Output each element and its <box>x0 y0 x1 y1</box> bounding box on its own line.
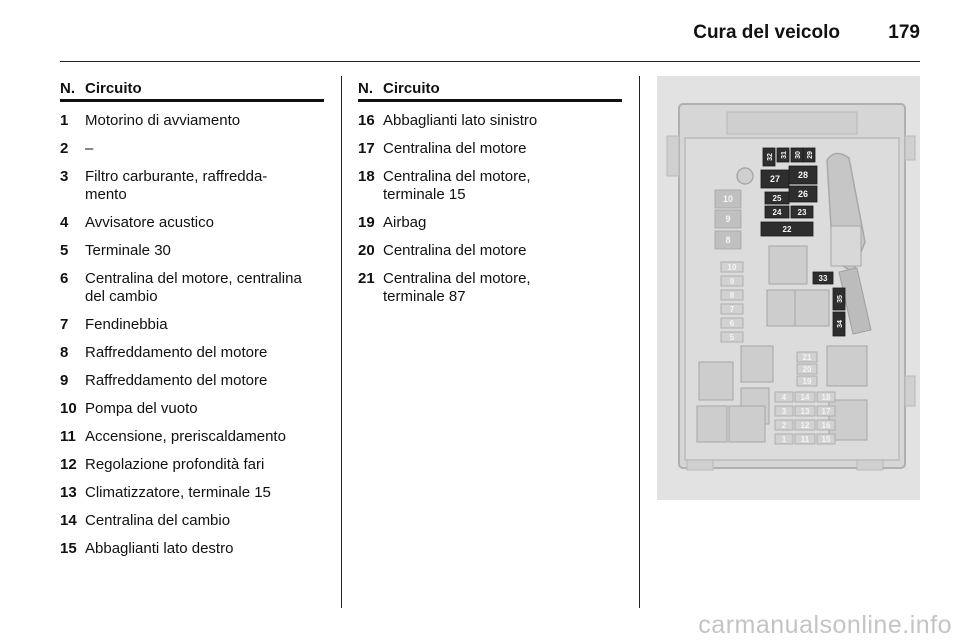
fuse-label: 11 <box>800 435 810 444</box>
fuse-label: 10 <box>727 263 737 272</box>
table-row <box>60 456 324 474</box>
fuse-number: 12 <box>60 456 77 473</box>
table-body <box>60 112 324 558</box>
column-header-circuit: Circuito <box>85 80 142 97</box>
fuse-label: 4 <box>781 393 787 402</box>
page-number: 179 <box>888 22 920 43</box>
fuse-number: 2 <box>60 140 69 157</box>
fuse-label: 5 <box>729 333 735 342</box>
fuse-label: 12 <box>800 421 810 430</box>
fuse-number: 3 <box>60 168 69 185</box>
fuse-number: 1 <box>60 112 69 129</box>
column-header-number: N. <box>60 80 75 97</box>
fuse-label: 33 <box>818 274 828 283</box>
fuse-number: 4 <box>60 214 69 231</box>
fuse-label: 2 <box>781 421 787 430</box>
fuse-table-right <box>358 80 622 316</box>
fuse-label: 10 <box>722 194 734 204</box>
circuit-description: Fendinebbia <box>85 316 168 333</box>
fuse-label: 21 <box>802 353 812 362</box>
column-divider <box>639 76 640 608</box>
circuit-description: Abbaglianti lato sinistro <box>383 112 538 129</box>
fuse-number: 15 <box>60 540 77 557</box>
fuse-number: 7 <box>60 316 69 333</box>
relay <box>699 362 733 400</box>
fuse-number: 21 <box>358 270 375 287</box>
fuse-number: 16 <box>358 112 375 129</box>
circuit-description: Abbaglianti lato destro <box>85 540 234 557</box>
fuse-label: 13 <box>800 407 810 416</box>
table-row <box>60 140 324 158</box>
fuse-label: 31 <box>781 151 788 159</box>
circuit-description: Raffreddamento del motore <box>85 344 268 361</box>
table-row <box>60 316 324 334</box>
fuse-label: 26 <box>797 189 809 199</box>
fuse-label: 23 <box>797 208 807 217</box>
fuse-number: 8 <box>60 344 69 361</box>
circuit-description: – <box>85 140 94 157</box>
side-clip <box>905 376 915 406</box>
circuit-description: Climatizzatore, terminale 15 <box>85 484 271 501</box>
fuse-number: 18 <box>358 168 375 185</box>
fuse-label: 3 <box>781 407 787 416</box>
fuse-label: 17 <box>821 407 831 416</box>
table-row <box>358 168 622 204</box>
circuit-description: Accensione, preriscaldamento <box>85 428 286 445</box>
table-row <box>60 112 324 130</box>
relay <box>795 290 829 326</box>
table-row <box>358 214 622 232</box>
table-row <box>358 270 622 306</box>
table-row <box>358 242 622 260</box>
fuse-label: 27 <box>769 174 781 184</box>
column-header-circuit: Circuito <box>383 80 440 97</box>
fuse-label: 7 <box>729 305 735 314</box>
fuse-label: 6 <box>729 319 735 328</box>
fuse-label: 19 <box>802 377 812 386</box>
table-row <box>358 112 622 130</box>
fuse-number: 17 <box>358 140 375 157</box>
fuse-number: 5 <box>60 242 69 259</box>
side-clip <box>667 136 679 176</box>
circuit-description: Centralina del motore <box>383 242 527 259</box>
watermark-text: carmanualsonline.info <box>698 611 952 639</box>
fuse-number: 13 <box>60 484 77 501</box>
fuse-number: 6 <box>60 270 69 287</box>
table-row <box>60 270 324 306</box>
column-divider <box>341 76 342 608</box>
fuse-label: 9 <box>729 277 735 286</box>
table-row <box>60 372 324 390</box>
circuit-description: Motorino di avviamento <box>85 112 241 129</box>
table-body <box>358 112 622 306</box>
relay <box>769 246 807 284</box>
fuse-label: 35 <box>837 295 844 303</box>
circuit-description: Filtro carburante, raffredda- mento <box>85 168 268 203</box>
connector-block <box>831 226 861 266</box>
fuse-label: 25 <box>772 194 782 203</box>
side-clip <box>905 136 915 160</box>
circuit-description: Airbag <box>383 214 427 231</box>
fuse-label: 28 <box>797 170 809 180</box>
fuse-number: 10 <box>60 400 77 417</box>
circuit-description: Terminale 30 <box>85 242 171 259</box>
circuit-description: Centralina del motore <box>383 140 527 157</box>
table-row <box>60 344 324 362</box>
circuit-description: Avvisatore acustico <box>85 214 214 231</box>
bottom-clip <box>857 460 883 470</box>
fuse-label: 20 <box>802 365 812 374</box>
fuse-box-illustration <box>657 76 920 500</box>
fuse-label: 16 <box>821 421 831 430</box>
fuse-number: 11 <box>60 428 76 445</box>
table-header <box>358 80 622 102</box>
table-row <box>358 140 622 158</box>
section-title: Cura del veicolo <box>693 22 840 43</box>
table-row <box>60 214 324 232</box>
fuse-label: 8 <box>729 291 735 300</box>
circuit-description: Pompa del vuoto <box>85 400 198 417</box>
circuit-description: Regolazione profondità fari <box>85 456 265 473</box>
fuse-number: 19 <box>358 214 375 231</box>
table-row <box>60 242 324 260</box>
bottom-clip <box>687 460 713 470</box>
table-row <box>60 428 324 446</box>
relay <box>697 406 727 442</box>
table-row <box>60 540 324 558</box>
housing-top-rim <box>727 112 857 134</box>
relay <box>827 346 867 386</box>
fuse-box-diagram <box>657 76 920 500</box>
page-header <box>60 0 920 62</box>
fuse-label: 30 <box>795 151 802 159</box>
fuse-label: 18 <box>821 393 831 402</box>
circuit-description: Centralina del cambio <box>85 512 231 529</box>
fuse-label: 14 <box>800 393 810 402</box>
table-row <box>60 400 324 418</box>
fuse-label: 15 <box>821 435 831 444</box>
circuit-description: Raffreddamento del motore <box>85 372 268 389</box>
circuit-description: Centralina del motore, centralina del cambio <box>85 270 302 305</box>
fuse-number: 9 <box>60 372 69 389</box>
fuse-label: 9 <box>725 214 731 224</box>
fuse-label: 22 <box>782 225 792 234</box>
fuse-number: 14 <box>60 512 77 529</box>
fuse-label: 24 <box>772 208 782 217</box>
fuse-label: 34 <box>837 320 844 328</box>
table-row <box>60 484 324 502</box>
battery-terminal <box>737 168 753 184</box>
relay <box>741 346 773 382</box>
fuse-label: 32 <box>767 153 774 161</box>
fuse-number: 20 <box>358 242 375 259</box>
fuse-label: 8 <box>725 235 731 245</box>
fuse-table-left <box>60 80 324 568</box>
table-row <box>60 512 324 530</box>
circuit-description: Centralina del motore, terminale 15 <box>383 168 531 203</box>
table-header <box>60 80 324 102</box>
fuse-label: 1 <box>781 435 787 444</box>
circuit-description: Centralina del motore, terminale 87 <box>383 270 531 305</box>
relay <box>729 406 765 442</box>
fuse-label: 29 <box>807 151 814 159</box>
table-row <box>60 168 324 204</box>
column-header-number: N. <box>358 80 373 97</box>
